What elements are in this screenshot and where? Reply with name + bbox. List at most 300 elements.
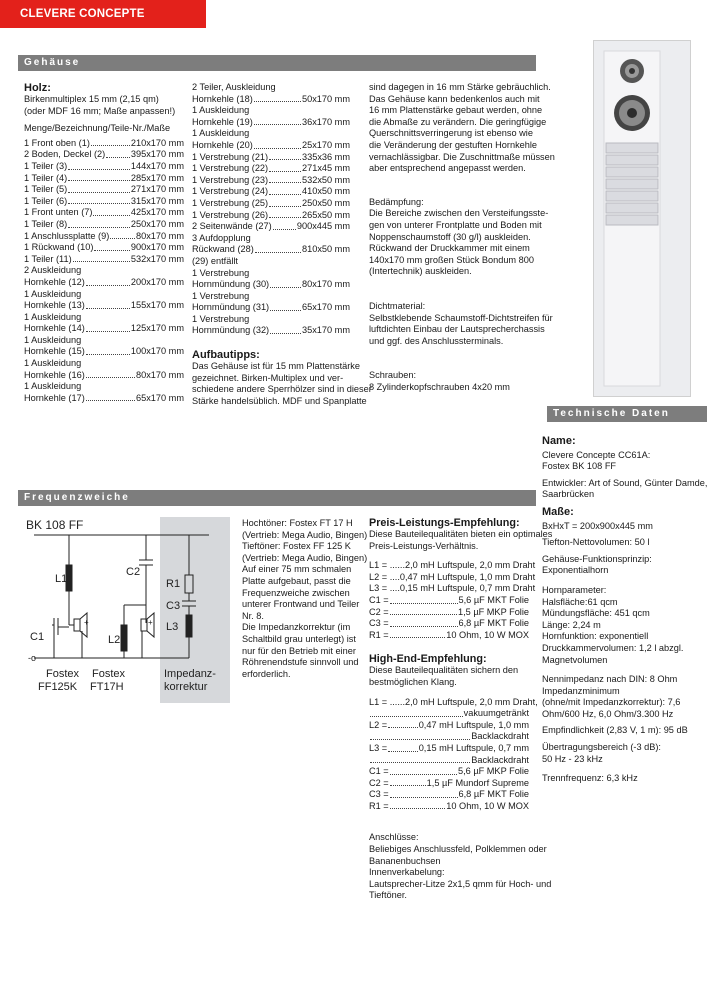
- part-label: 1 Teiler (4): [24, 172, 68, 183]
- part-value: 271x45 mm: [301, 163, 350, 174]
- section-gehaeuse-label: Gehäuse: [24, 57, 81, 68]
- parts-column-2: [192, 82, 372, 407]
- aufbautipps-title: Aufbautipps:: [192, 349, 260, 362]
- part-value: 532x170 mm: [130, 253, 184, 264]
- tech-masse: BxHxT = 200x900x445 mm: [542, 520, 653, 531]
- tech-name-line: Fostex BK 108 FF: [542, 461, 617, 472]
- anschluss-line: Tieftöner.: [369, 890, 407, 901]
- part-row: [192, 279, 350, 291]
- part-value: Backlackdraht: [471, 731, 529, 742]
- tech-entwickler-line: Entwickler: Art of Sound, Günter Damde,: [542, 477, 708, 488]
- weiche-line: Auf einer 75 mm schmalen: [242, 564, 352, 575]
- part-row: [192, 152, 350, 164]
- part-row: [369, 560, 536, 572]
- aufbautipps-text: [192, 361, 372, 407]
- tech-masse-heading: Maße:: [542, 505, 574, 518]
- part-row: [192, 175, 350, 187]
- part-label: 1 Teiler (3): [24, 160, 68, 171]
- part-prefix: 1 Auskleidung: [24, 288, 82, 299]
- tech-ueber: [542, 742, 726, 765]
- part-value: 315x170 mm: [130, 195, 184, 206]
- part-label: 1 Verstrebung (26): [192, 209, 269, 220]
- weiche-line: unterer Frontwand und Teiler: [242, 599, 360, 610]
- crossover-text: [242, 518, 368, 680]
- part-label: Hornkehle (20): [192, 139, 253, 150]
- part-value: 65x170 mm: [135, 392, 184, 403]
- dot-leader: [86, 277, 130, 286]
- part-value: 65x170 mm: [301, 302, 350, 313]
- intro-line: Das Gehäuse kann bedenkenlos auch mit: [369, 93, 540, 104]
- tech-horn-line: Halsfläche:61 qcm: [542, 596, 618, 607]
- weiche-line: Röhrenendstufe sinnvoll und: [242, 657, 359, 668]
- intro-line: aber entsprechend angepasst werden.: [369, 163, 526, 174]
- part-value: 155x170 mm: [130, 300, 184, 311]
- section-gehaeuse: [18, 55, 536, 71]
- part-value: 25x170 mm: [301, 139, 350, 150]
- part-label: 1 Front unten (7): [24, 207, 93, 218]
- part-label: L3 = ....0,15 mH Luftspule, 0,7 mm Draht: [369, 583, 536, 594]
- dot-leader: [269, 210, 301, 219]
- part-value: 80x170 mm: [135, 230, 184, 241]
- part-label: 1 Teiler (11): [24, 253, 72, 264]
- dicht-line: Dichtmaterial:: [369, 300, 426, 311]
- tech-horn-line: Hornparameter:: [542, 584, 607, 595]
- daempfung-line: Rückwand der Druckkammer mit einem: [369, 243, 530, 254]
- daempfung-line: gen von unterer Frontplatte und Boden mit: [369, 219, 542, 230]
- part-value: 425x170 mm: [130, 207, 184, 218]
- part-row: [369, 607, 529, 619]
- part-label: Hornkehle (14): [24, 323, 85, 334]
- preis-title: Preis-Leistungs-Empfehlung:: [369, 517, 520, 529]
- preis-intro: [369, 529, 553, 552]
- part-value: 6,8 µF MKT Folie: [458, 618, 529, 629]
- part-row: [192, 163, 350, 175]
- section-frequenzweiche: [18, 490, 536, 506]
- part-label: Hornkehle (13): [24, 300, 85, 311]
- part-row: [192, 140, 350, 152]
- part-value: 810x50 mm: [301, 244, 350, 255]
- part-label: L2 = ....0,47 mH Luftspule, 1,0 mm Draht: [369, 571, 536, 582]
- part-label: 1 Teiler (6): [24, 195, 68, 206]
- part-value: 285x170 mm: [130, 172, 184, 183]
- weiche-line: (Vertrieb: Mega Audio, Bingen): [242, 552, 368, 563]
- part-row: [24, 323, 184, 335]
- dot-leader: [370, 755, 470, 764]
- dot-leader: [68, 196, 130, 205]
- daempfung-line: 140x170 mm großen Stück Bondum 800: [369, 254, 534, 265]
- holz-title: Holz:: [24, 82, 51, 94]
- part-prefix: 2 Auskleidung: [24, 265, 82, 276]
- part-row: [192, 210, 350, 222]
- part-label: 1 Rückwand (10): [24, 242, 94, 253]
- fostex-1b: FF125K: [38, 681, 78, 693]
- part-label: R1 =: [369, 800, 389, 811]
- part-row: [24, 161, 184, 173]
- intro-line: sind dagegen in 16 mm Stärke gebräuchlich.: [369, 82, 551, 92]
- part-value: 10 Ohm, 10 W MOX: [446, 800, 529, 811]
- part-prefix: 1 Auskleidung: [192, 128, 250, 139]
- part-value: 200x170 mm: [130, 276, 184, 287]
- part-value: 900x445 mm: [296, 221, 350, 232]
- dot-leader: [390, 801, 446, 810]
- tech-name: [542, 450, 726, 473]
- part-value: 5,6 µF MKT Folie: [458, 594, 529, 605]
- label-c2: C2: [126, 566, 141, 578]
- label-l1: L1: [55, 573, 68, 585]
- part-row: [369, 720, 529, 732]
- daempfung-line: Die Bereiche zwischen den Versteifungsste-: [369, 208, 549, 219]
- weiche-line: Die Impedanzkorrektur (im: [242, 622, 351, 633]
- holz-material: Birkenmultiplex 15 mm (2,15 qm): [24, 94, 159, 104]
- speaker-image: [594, 41, 690, 396]
- dot-leader: [68, 161, 130, 170]
- tech-horn-line: Magnetvolumen: [542, 654, 608, 665]
- anschluss-line: Bananenbuchsen: [369, 855, 441, 866]
- part-label: C3 =: [369, 618, 389, 629]
- tech-nenn-line: Ohm/600 Hz, 6,0 Ohm/3.300 Hz: [542, 708, 674, 719]
- highend-intro: [369, 665, 529, 688]
- dot-leader: [388, 720, 418, 729]
- part-row: [24, 277, 184, 289]
- part-row: [369, 731, 529, 743]
- parts-list-2: [192, 82, 350, 337]
- tech-ueber-line: Übertragungsbereich (-3 dB):: [542, 742, 661, 753]
- fostex-1a: Fostex: [46, 668, 80, 680]
- part-prefix: 2 Teiler, Auskleidung: [192, 82, 276, 92]
- tech-horn-line: Hornfunktion: exponentiell: [542, 631, 649, 642]
- part-value: 35x170 mm: [301, 325, 350, 336]
- intro-line: 16 mm Plattenstärke gebaut werden, ohne: [369, 105, 543, 116]
- tech-nenn-line: Impedanzminimum: [542, 685, 620, 696]
- dot-leader: [93, 207, 129, 216]
- part-label: Hornmündung (30): [192, 279, 270, 290]
- tipps-line: Das Gehäuse ist für 15 mm Plattenstärke: [192, 361, 360, 372]
- tech-prinzip: [542, 554, 726, 577]
- part-value: 125x170 mm: [130, 323, 184, 334]
- part-row: [24, 346, 184, 358]
- part-value: 144x170 mm: [130, 160, 184, 171]
- technical-data: [542, 432, 726, 790]
- dot-leader: [269, 163, 301, 172]
- part-value: 250x50 mm: [301, 197, 350, 208]
- part-row: [24, 370, 184, 382]
- imp-a: Impedanz-: [164, 668, 216, 680]
- weiche-line: Nr. 8.: [242, 610, 264, 621]
- dot-leader: [254, 117, 301, 126]
- part-label: Hornkehle (17): [24, 392, 85, 403]
- dot-leader: [110, 231, 135, 240]
- part-label: 1 Teiler (8): [24, 218, 68, 229]
- dot-leader: [255, 244, 301, 253]
- dot-leader: [86, 370, 135, 379]
- part-value: 10 Ohm, 10 W MOX: [446, 629, 529, 640]
- preis-intro-line: Preis-Leistungs-Verhältnis.: [369, 540, 479, 551]
- tech-horn-line: Mündungsfläche: 451 qcm: [542, 608, 650, 619]
- dicht-line: und ggf. des Anschlussterminals.: [369, 335, 504, 346]
- part-label: Hornmündung (31): [192, 302, 270, 313]
- imp-b: korrektur: [164, 681, 208, 693]
- part-value: 210x170 mm: [130, 137, 184, 148]
- dot-leader: [68, 173, 130, 182]
- text-column-3: [369, 82, 555, 393]
- part-row: [24, 173, 184, 185]
- preis-items: [369, 560, 536, 641]
- daempfung-line: (Intertechnik) auskleiden.: [369, 266, 472, 277]
- part-value: 335x36 mm: [301, 151, 350, 162]
- part-prefix: 1 Auskleidung: [24, 381, 82, 392]
- speaker-photo: [593, 40, 691, 397]
- anschluss-line: Anschlüsse:: [369, 832, 419, 843]
- part-row: [369, 708, 529, 720]
- tech-tiefton: Tiefton-Nettovolumen: 50 l: [542, 537, 650, 548]
- label-l2: L2: [108, 634, 121, 646]
- tech-trenn: Trennfrequenz: 6,3 kHz: [542, 773, 638, 784]
- dot-leader: [390, 607, 457, 616]
- dot-leader: [370, 731, 470, 740]
- tech-empf: Empfindlichkeit (2,83 V, 1 m): 95 dB: [542, 725, 688, 736]
- preis-column: [369, 517, 553, 902]
- label-l3: L3: [166, 621, 179, 633]
- part-row: [369, 778, 529, 790]
- dichtmaterial-text: [369, 300, 553, 347]
- tech-nenn-line: (ohne/mit Impedanzkorrektur): 7,6: [542, 697, 681, 708]
- holz-column: [24, 82, 184, 404]
- part-label: 1 Front oben (1): [24, 137, 90, 148]
- part-label: L2 =: [369, 719, 388, 730]
- tech-prinzip-line: Gehäuse-Funktionsprinzip:: [542, 553, 652, 564]
- part-label: C2 =: [369, 606, 389, 617]
- dot-leader: [254, 94, 301, 103]
- label-r1: R1: [166, 578, 181, 590]
- dot-leader: [86, 346, 130, 355]
- part-value: 100x170 mm: [130, 346, 184, 357]
- dot-leader: [269, 152, 301, 161]
- dot-leader: [390, 789, 458, 798]
- fostex-2a: Fostex: [92, 668, 126, 680]
- part-value: 80x170 mm: [301, 279, 350, 290]
- part-value: 6,8 µF MKT Folie: [458, 789, 529, 800]
- part-row: [369, 755, 529, 767]
- part-prefix: (29) entfällt: [192, 255, 238, 266]
- part-value: 0,47 mH Luftspule, 1,0 mm: [418, 719, 529, 730]
- part-row: [24, 393, 184, 405]
- part-value: vakuumgetränkt: [463, 708, 529, 719]
- tipps-line: schiedene andere Sperrhölzer sind in dieser: [192, 384, 372, 395]
- part-label: Hornkehle (19): [192, 116, 253, 127]
- part-row: [369, 766, 529, 778]
- part-label: Hornkehle (15): [24, 346, 85, 357]
- part-prefix: 1 Auskleidung: [24, 358, 82, 369]
- part-prefix: 1 Verstrebung: [192, 290, 250, 301]
- part-label: C1 =: [369, 766, 389, 777]
- part-value: 5,6 µF MKP Folie: [458, 766, 529, 777]
- part-value: 250x170 mm: [130, 218, 184, 229]
- dicht-line: luftdichten Einbau der Lautsprecherchassis: [369, 324, 545, 335]
- anschluss-line: Beliebiges Anschlussfeld, Polklemmen oder: [369, 844, 547, 855]
- tech-ueber-line: 50 Hz - 23 kHz: [542, 753, 603, 764]
- part-value: 532x50 mm: [301, 174, 350, 185]
- part-row: [369, 595, 529, 607]
- label-c3: C3: [166, 600, 181, 612]
- part-row: [24, 138, 184, 150]
- part-row: [192, 186, 350, 198]
- dot-leader: [269, 198, 301, 207]
- dot-leader: [86, 393, 135, 402]
- part-value: 410x50 mm: [301, 186, 350, 197]
- part-row: [24, 184, 184, 196]
- weiche-line: Platte aufgebaut, passt die: [242, 575, 351, 586]
- tech-nenn-line: Nennimpedanz nach DIN: 8 Ohm: [542, 674, 678, 685]
- minus-terminal: -o: [28, 653, 37, 663]
- daempfung-line: Bedämpfung:: [369, 196, 424, 207]
- part-value: 0,15 mH Luftspule, 0,7 mm: [418, 742, 529, 753]
- parts-list-1: [24, 138, 184, 405]
- dot-leader: [390, 595, 458, 604]
- tech-entwickler-line: Saarbrücken: [542, 489, 595, 500]
- dot-leader: [390, 778, 426, 787]
- weiche-line: Schaltbild grau unterlegt) ist: [242, 633, 356, 644]
- part-row: [24, 254, 184, 266]
- part-row: [24, 300, 184, 312]
- part-label: 1 Verstrebung (21): [192, 151, 269, 162]
- part-row: [192, 221, 350, 233]
- part-row: [192, 244, 350, 256]
- part-label: C3 =: [369, 789, 389, 800]
- part-row: [24, 196, 184, 208]
- part-row: [24, 207, 184, 219]
- intro-line: vernachlässigbar. Die Zuschnittmaße müssen: [369, 151, 555, 162]
- dicht-line: Selbstklebende Schaumstoff-Dichtstreifen für: [369, 312, 553, 323]
- dot-leader: [269, 186, 301, 195]
- dot-leader: [370, 708, 463, 717]
- tipps-line: Stärke handelsüblich. MDF und Spanplatte: [192, 395, 367, 406]
- section-technische-daten: [547, 406, 707, 422]
- part-label: 1 Verstrebung (25): [192, 197, 269, 208]
- part-label: 1 Teiler (5): [24, 184, 68, 195]
- section-frequenzweiche-label: Frequenzweiche: [24, 492, 130, 503]
- part-row: [24, 231, 184, 243]
- dot-leader: [73, 254, 130, 263]
- dot-leader: [86, 323, 130, 332]
- part-value: 36x170 mm: [301, 116, 350, 127]
- dot-leader: [106, 149, 130, 158]
- dot-leader: [68, 219, 130, 228]
- tech-name-heading: Name:: [542, 435, 576, 447]
- part-row: [369, 743, 529, 755]
- part-label: C1 =: [369, 594, 389, 605]
- dot-leader: [86, 300, 130, 309]
- dot-leader: [270, 325, 301, 334]
- dot-leader: [270, 279, 301, 288]
- part-label: L1 = ......2,0 mH Luftspule, 2,0 mm Draht: [369, 560, 536, 571]
- part-label: Hornkehle (12): [24, 276, 85, 287]
- dot-leader: [270, 302, 301, 311]
- part-prefix: 1 Auskleidung: [24, 334, 82, 345]
- tech-nenn: [542, 674, 726, 720]
- part-value: 271x170 mm: [130, 184, 184, 195]
- part-row: [192, 198, 350, 210]
- label-c1: C1: [30, 631, 45, 643]
- dot-leader: [273, 221, 296, 230]
- part-value: 900x170 mm: [130, 242, 184, 253]
- highend-intro-line: Diese Bauteilequalitäten sichern den: [369, 665, 519, 676]
- intro-line: die Veränderung der gestuften Hornkehle: [369, 139, 538, 150]
- highend-intro-line: bestmöglichen Klang.: [369, 676, 457, 687]
- anschluss-line: Lautsprecher-Litze 2x1,5 qmm für Hoch- und: [369, 878, 552, 889]
- weiche-line: nur für den Betrieb mit einer: [242, 645, 356, 656]
- part-label: C2 =: [369, 777, 389, 788]
- dot-leader: [254, 140, 301, 149]
- part-row: [369, 630, 529, 642]
- section-technische-daten-label: Technische Daten: [553, 408, 670, 419]
- tech-horn-line: Länge: 2,24 m: [542, 619, 601, 630]
- schematic-top-label: BK 108 FF: [26, 518, 84, 532]
- schrauben-line: 8 Zylinderkopfschrauben 4x20 mm: [369, 381, 510, 392]
- fostex-2b: FT17H: [90, 681, 124, 693]
- schrauben-line: Schrauben:: [369, 370, 416, 381]
- highend-title: High-End-Empfehlung:: [369, 653, 487, 666]
- part-value: 1,5 µF MKP Folie: [458, 606, 529, 617]
- part-prefix: 1 Verstrebung: [192, 267, 250, 278]
- part-label: L3 =: [369, 742, 388, 753]
- schrauben-text: [369, 370, 537, 393]
- part-row: [192, 94, 350, 106]
- part-row: [24, 219, 184, 231]
- part-label: Hornkehle (16): [24, 369, 85, 380]
- part-label: Hornkehle (18): [192, 93, 253, 104]
- part-row: [369, 789, 529, 801]
- plus-1: +: [84, 618, 89, 627]
- part-label: R1 =: [369, 629, 389, 640]
- daempfung-text: [369, 196, 549, 278]
- intro-text: [369, 82, 555, 175]
- brand-header: [0, 0, 206, 28]
- part-row: [24, 149, 184, 161]
- dot-leader: [94, 242, 129, 251]
- dot-leader: [269, 175, 301, 184]
- part-label: Rückwand (28): [192, 244, 254, 255]
- part-label: 1 Verstrebung (23): [192, 174, 269, 185]
- preis-intro-line: Diese Bauteilequalitäten bieten ein optimales: [369, 529, 553, 539]
- part-row: [192, 302, 350, 314]
- part-row: [369, 571, 536, 584]
- plus-2: +: [148, 618, 153, 627]
- weiche-line: (Vertrieb: Mega Audio, Bingen): [242, 529, 368, 540]
- holz-list-header: Menge/Bezeichnung/Teile-Nr./Maße: [24, 123, 171, 134]
- daempfung-line: Noppenschaumstoff (30 g/l) auskleiden.: [369, 231, 531, 242]
- part-prefix: 1 Auskleidung: [192, 105, 250, 116]
- part-value: 395x170 mm: [130, 149, 184, 160]
- anschluss-line: Innenverkabelung:: [369, 867, 445, 878]
- part-prefix: 1 Verstrebung: [192, 313, 250, 324]
- weiche-line: Frequenzweiche zwischen: [242, 587, 350, 598]
- tech-horn: [542, 585, 726, 666]
- part-value: 1,5 µF Mundorf Supreme: [426, 777, 529, 788]
- part-row: [24, 242, 184, 254]
- part-row: [192, 117, 350, 129]
- part-value: 80x170 mm: [135, 369, 184, 380]
- tech-prinzip-line: Exponentialhorn: [542, 565, 609, 576]
- part-row: [369, 618, 529, 630]
- part-row: [192, 325, 350, 337]
- dot-leader: [388, 743, 418, 752]
- tech-entwickler: [542, 478, 726, 501]
- part-value: 265x50 mm: [301, 209, 350, 220]
- intro-line: die Abmaße zu verändern. Die geringfügige: [369, 116, 547, 127]
- dot-leader: [390, 766, 457, 775]
- schematic-svg: [24, 515, 230, 705]
- weiche-line: Tieftöner: Fostex FF 125 K: [242, 541, 351, 552]
